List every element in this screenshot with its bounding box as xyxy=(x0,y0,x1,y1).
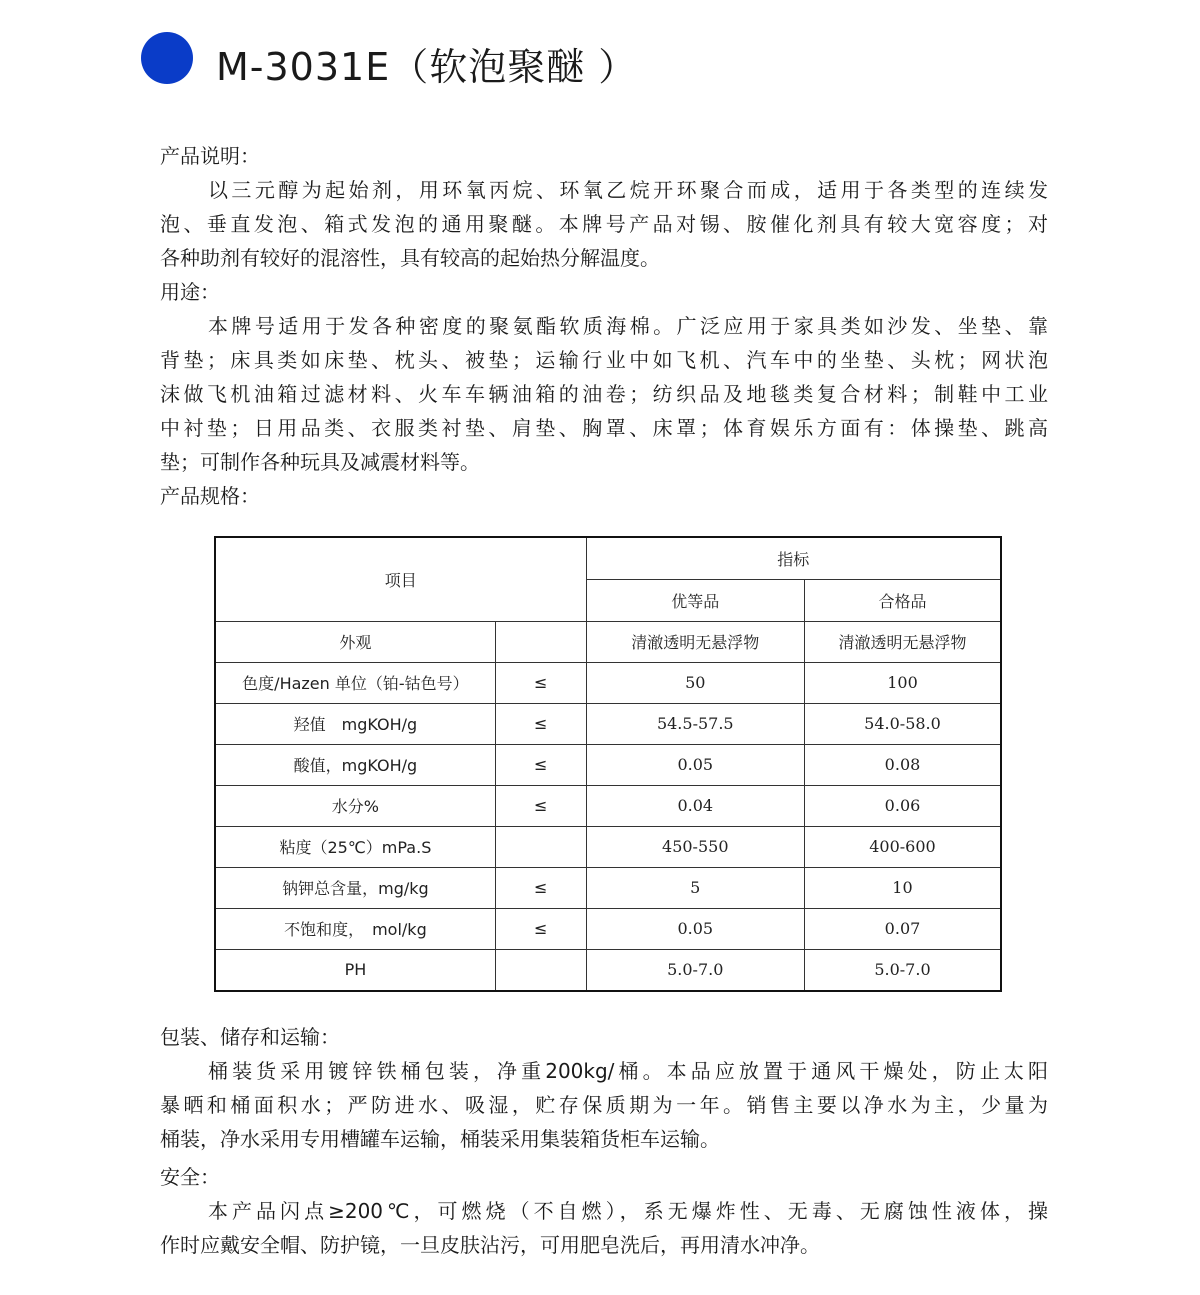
item-cell: 外观 xyxy=(215,621,495,662)
premium-value-cell: 0.04 xyxy=(586,785,804,826)
qualified-value-cell: 100 xyxy=(804,662,1001,703)
section-heading: 产品规格： xyxy=(160,484,260,508)
premium-value-cell: 0.05 xyxy=(586,908,804,949)
section-heading: 包装、储存和运输： xyxy=(160,1025,340,1049)
item-cell: 不饱和度， mol/kg xyxy=(215,908,495,949)
premium-value-cell: 50 xyxy=(586,662,804,703)
paragraph-line: 暴晒和桶面积水；严防进水、吸湿，贮存保质期为一年。销售主要以净水为主，少量为 xyxy=(160,1093,1048,1117)
index-header: 指标 xyxy=(586,537,1001,579)
table-row xyxy=(215,744,1001,785)
paragraph-line: 桶装，净水采用专用槽罐车运输，桶装采用集装箱货柜车运输。 xyxy=(160,1127,720,1151)
section-heading: 用途： xyxy=(160,280,220,304)
qualified-value-cell: 清澈透明无悬浮物 xyxy=(804,621,1001,662)
premium-value-cell: 5.0-7.0 xyxy=(586,949,804,991)
operator-cell: ≤ xyxy=(495,703,586,744)
table-row xyxy=(215,662,1001,703)
qualified-value-cell: 54.0-58.0 xyxy=(804,703,1001,744)
table-row xyxy=(215,826,1001,867)
qualified-value-cell: 5.0-7.0 xyxy=(804,949,1001,991)
item-cell: 色度/Hazen 单位（铂-钴色号） xyxy=(215,662,495,703)
premium-value-cell: 清澈透明无悬浮物 xyxy=(586,621,804,662)
title-bullet-icon xyxy=(141,32,193,84)
grade-qualified-header: 合格品 xyxy=(804,579,1001,621)
page-title: M-3031E（软泡聚醚 ） xyxy=(216,45,638,89)
paragraph-line: 本牌号适用于发各种密度的聚氨酯软质海棉。广泛应用于家具类如沙发、坐垫、靠 xyxy=(208,314,1048,338)
paragraph-line: 以三元醇为起始剂，用环氧丙烷、环氧乙烷开环聚合而成，适用于各类型的连续发 xyxy=(208,178,1048,202)
table-row xyxy=(215,703,1001,744)
section-spec xyxy=(160,479,1048,513)
section-usage xyxy=(160,275,1048,479)
table-row xyxy=(215,908,1001,949)
operator-cell: ≤ xyxy=(495,662,586,703)
section-heading: 产品说明： xyxy=(160,144,260,168)
grade-premium-header: 优等品 xyxy=(586,579,804,621)
premium-value-cell: 54.5-57.5 xyxy=(586,703,804,744)
section-heading: 安全： xyxy=(160,1165,220,1189)
section-description xyxy=(160,139,1048,275)
section-packaging xyxy=(160,1020,1048,1156)
table-row xyxy=(215,867,1001,908)
item-cell: 酸值，mgKOH/g xyxy=(215,744,495,785)
table-row xyxy=(215,785,1001,826)
item-cell: 粘度（25℃）mPa.S xyxy=(215,826,495,867)
qualified-value-cell: 10 xyxy=(804,867,1001,908)
premium-value-cell: 5 xyxy=(586,867,804,908)
item-cell: 钠钾总含量，mg/kg xyxy=(215,867,495,908)
premium-value-cell: 0.05 xyxy=(586,744,804,785)
paragraph-line: 背垫；床具类如床垫、枕头、被垫；运输行业中如飞机、汽车中的坐垫、头枕；网状泡 xyxy=(160,348,1048,372)
qualified-value-cell: 0.07 xyxy=(804,908,1001,949)
paragraph-line: 本产品闪点≥200℃，可燃烧（不自燃），系无爆炸性、无毒、无腐蚀性液体，操 xyxy=(208,1199,1048,1223)
paragraph-line: 沫做飞机油箱过滤材料、火车车辆油箱的油卷；纺织品及地毯类复合材料；制鞋中工业 xyxy=(160,382,1048,406)
item-cell: 羟值 mgKOH/g xyxy=(215,703,495,744)
paragraph-line: 泡、垂直发泡、箱式发泡的通用聚醚。本牌号产品对锡、胺催化剂具有较大宽容度；对 xyxy=(160,212,1048,236)
paragraph-line: 作时应戴安全帽、防护镜，一旦皮肤沾污，可用肥皂洗后，再用清水冲净。 xyxy=(160,1233,820,1257)
qualified-value-cell: 0.06 xyxy=(804,785,1001,826)
qualified-value-cell: 400-600 xyxy=(804,826,1001,867)
premium-value-cell: 450-550 xyxy=(586,826,804,867)
operator-cell xyxy=(495,949,586,991)
operator-cell: ≤ xyxy=(495,785,586,826)
paragraph-line: 各种助剂有较好的混溶性，具有较高的起始热分解温度。 xyxy=(160,246,660,270)
operator-cell xyxy=(495,826,586,867)
item-header: 项目 xyxy=(215,537,586,621)
table-row xyxy=(215,949,1001,991)
item-cell: PH xyxy=(215,949,495,991)
operator-cell: ≤ xyxy=(495,908,586,949)
item-cell: 水分% xyxy=(215,785,495,826)
operator-cell: ≤ xyxy=(495,867,586,908)
spec-table xyxy=(214,536,1002,992)
section-safety xyxy=(160,1160,1048,1262)
paragraph-line: 垫；可制作各种玩具及减震材料等。 xyxy=(160,450,480,474)
paragraph-line: 桶装货采用镀锌铁桶包装，净重200kg/桶。本品应放置于通风干燥处，防止太阳 xyxy=(208,1059,1048,1083)
table-row xyxy=(215,621,1001,662)
operator-cell xyxy=(495,621,586,662)
qualified-value-cell: 0.08 xyxy=(804,744,1001,785)
paragraph-line: 中衬垫；日用品类、衣服类衬垫、肩垫、胸罩、床罩；体育娱乐方面有：体操垫、跳高 xyxy=(160,416,1048,440)
operator-cell: ≤ xyxy=(495,744,586,785)
